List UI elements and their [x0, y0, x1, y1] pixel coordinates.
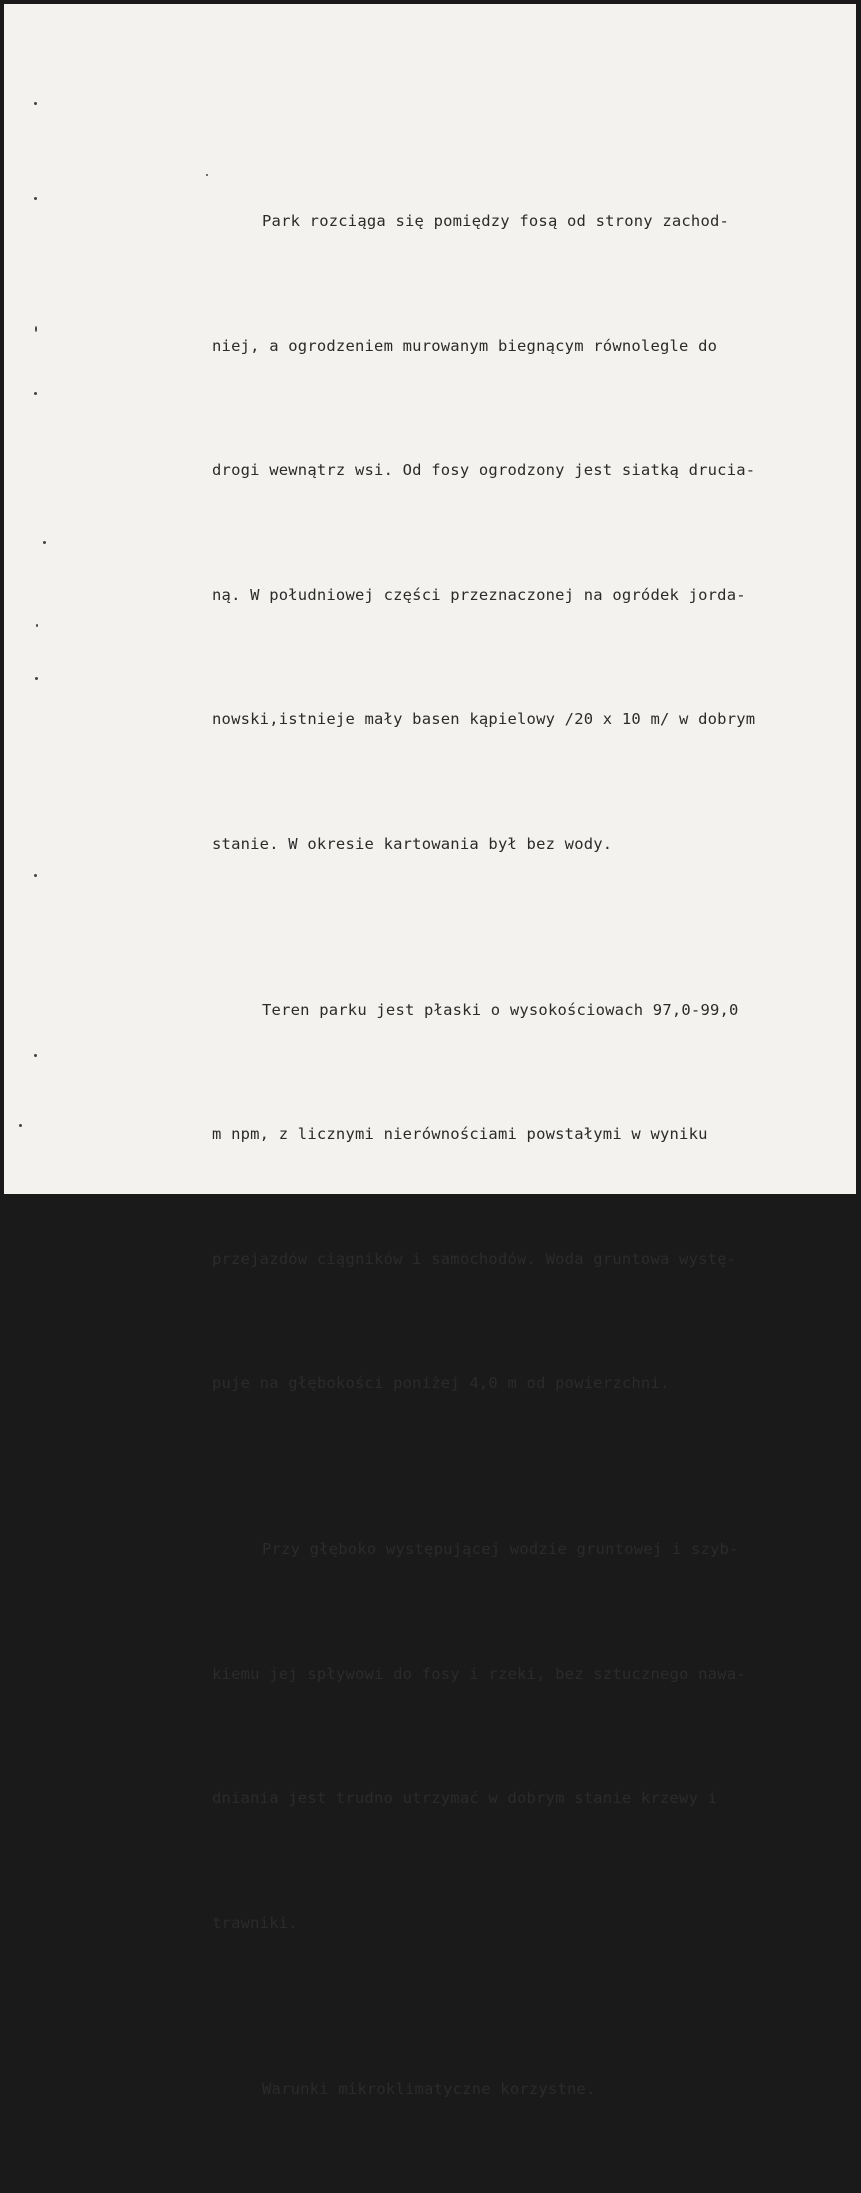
text-line: niej, a ogrodzeniem murowanym biegnącym równolegle do	[212, 336, 718, 355]
text-line: ną. W południowej części przeznaczonej na ogródek jorda-	[212, 585, 746, 604]
text-line: trawniki.	[212, 1913, 298, 1932]
text-line: kiemu jej spływowi do fosy i rzeki, bez sztucznego nawa-	[212, 1664, 746, 1683]
document-page	[4, 4, 856, 2098]
scan-speck	[36, 624, 38, 627]
scan-speck	[19, 1124, 22, 1127]
text-line: przejazdów ciągników i samochodów. Woda gruntowa wystę-	[212, 1249, 737, 1268]
text-line: nowski,istnieje mały basen kąpielowy /20 x 10 m/ w dobrym	[212, 710, 756, 728]
text-line: Park rozciąga się pomiędzy fosą od strony zachod-	[262, 212, 730, 230]
scan-speck	[35, 677, 38, 680]
text-line: dniania jest trudno utrzymać w dobrym stanie krzewy i	[212, 1789, 718, 1807]
text-line: m npm, z licznymi nierównościami powstałymi w wyniku	[212, 1125, 708, 1143]
text-line: Warunki mikroklimatyczne korzystne.	[262, 2079, 596, 2098]
scan-speck	[35, 326, 37, 332]
scan-speck	[34, 392, 37, 395]
scan-speck	[34, 197, 37, 200]
scan-speck	[34, 874, 37, 877]
text-line: stanie. W okresie kartowania był bez wody.	[212, 834, 613, 853]
document-body	[212, 118, 812, 2193]
scan-speck	[34, 102, 37, 105]
text-line: puje na głębokości poniżej 4,0 m od powierzchni.	[212, 1374, 670, 1392]
scan-speck	[206, 174, 208, 176]
text-line: Przy głęboko występującej wodzie gruntowej i szyb-	[262, 1540, 739, 1558]
scan-speck	[43, 541, 46, 544]
text-line: drogi wewnątrz wsi. Od fosy ogrodzony jest siatką drucia-	[212, 461, 756, 479]
text-line: Teren parku jest płaski o wysokościowach 97,0-99,0	[262, 1000, 739, 1019]
scan-speck	[34, 1054, 37, 1057]
